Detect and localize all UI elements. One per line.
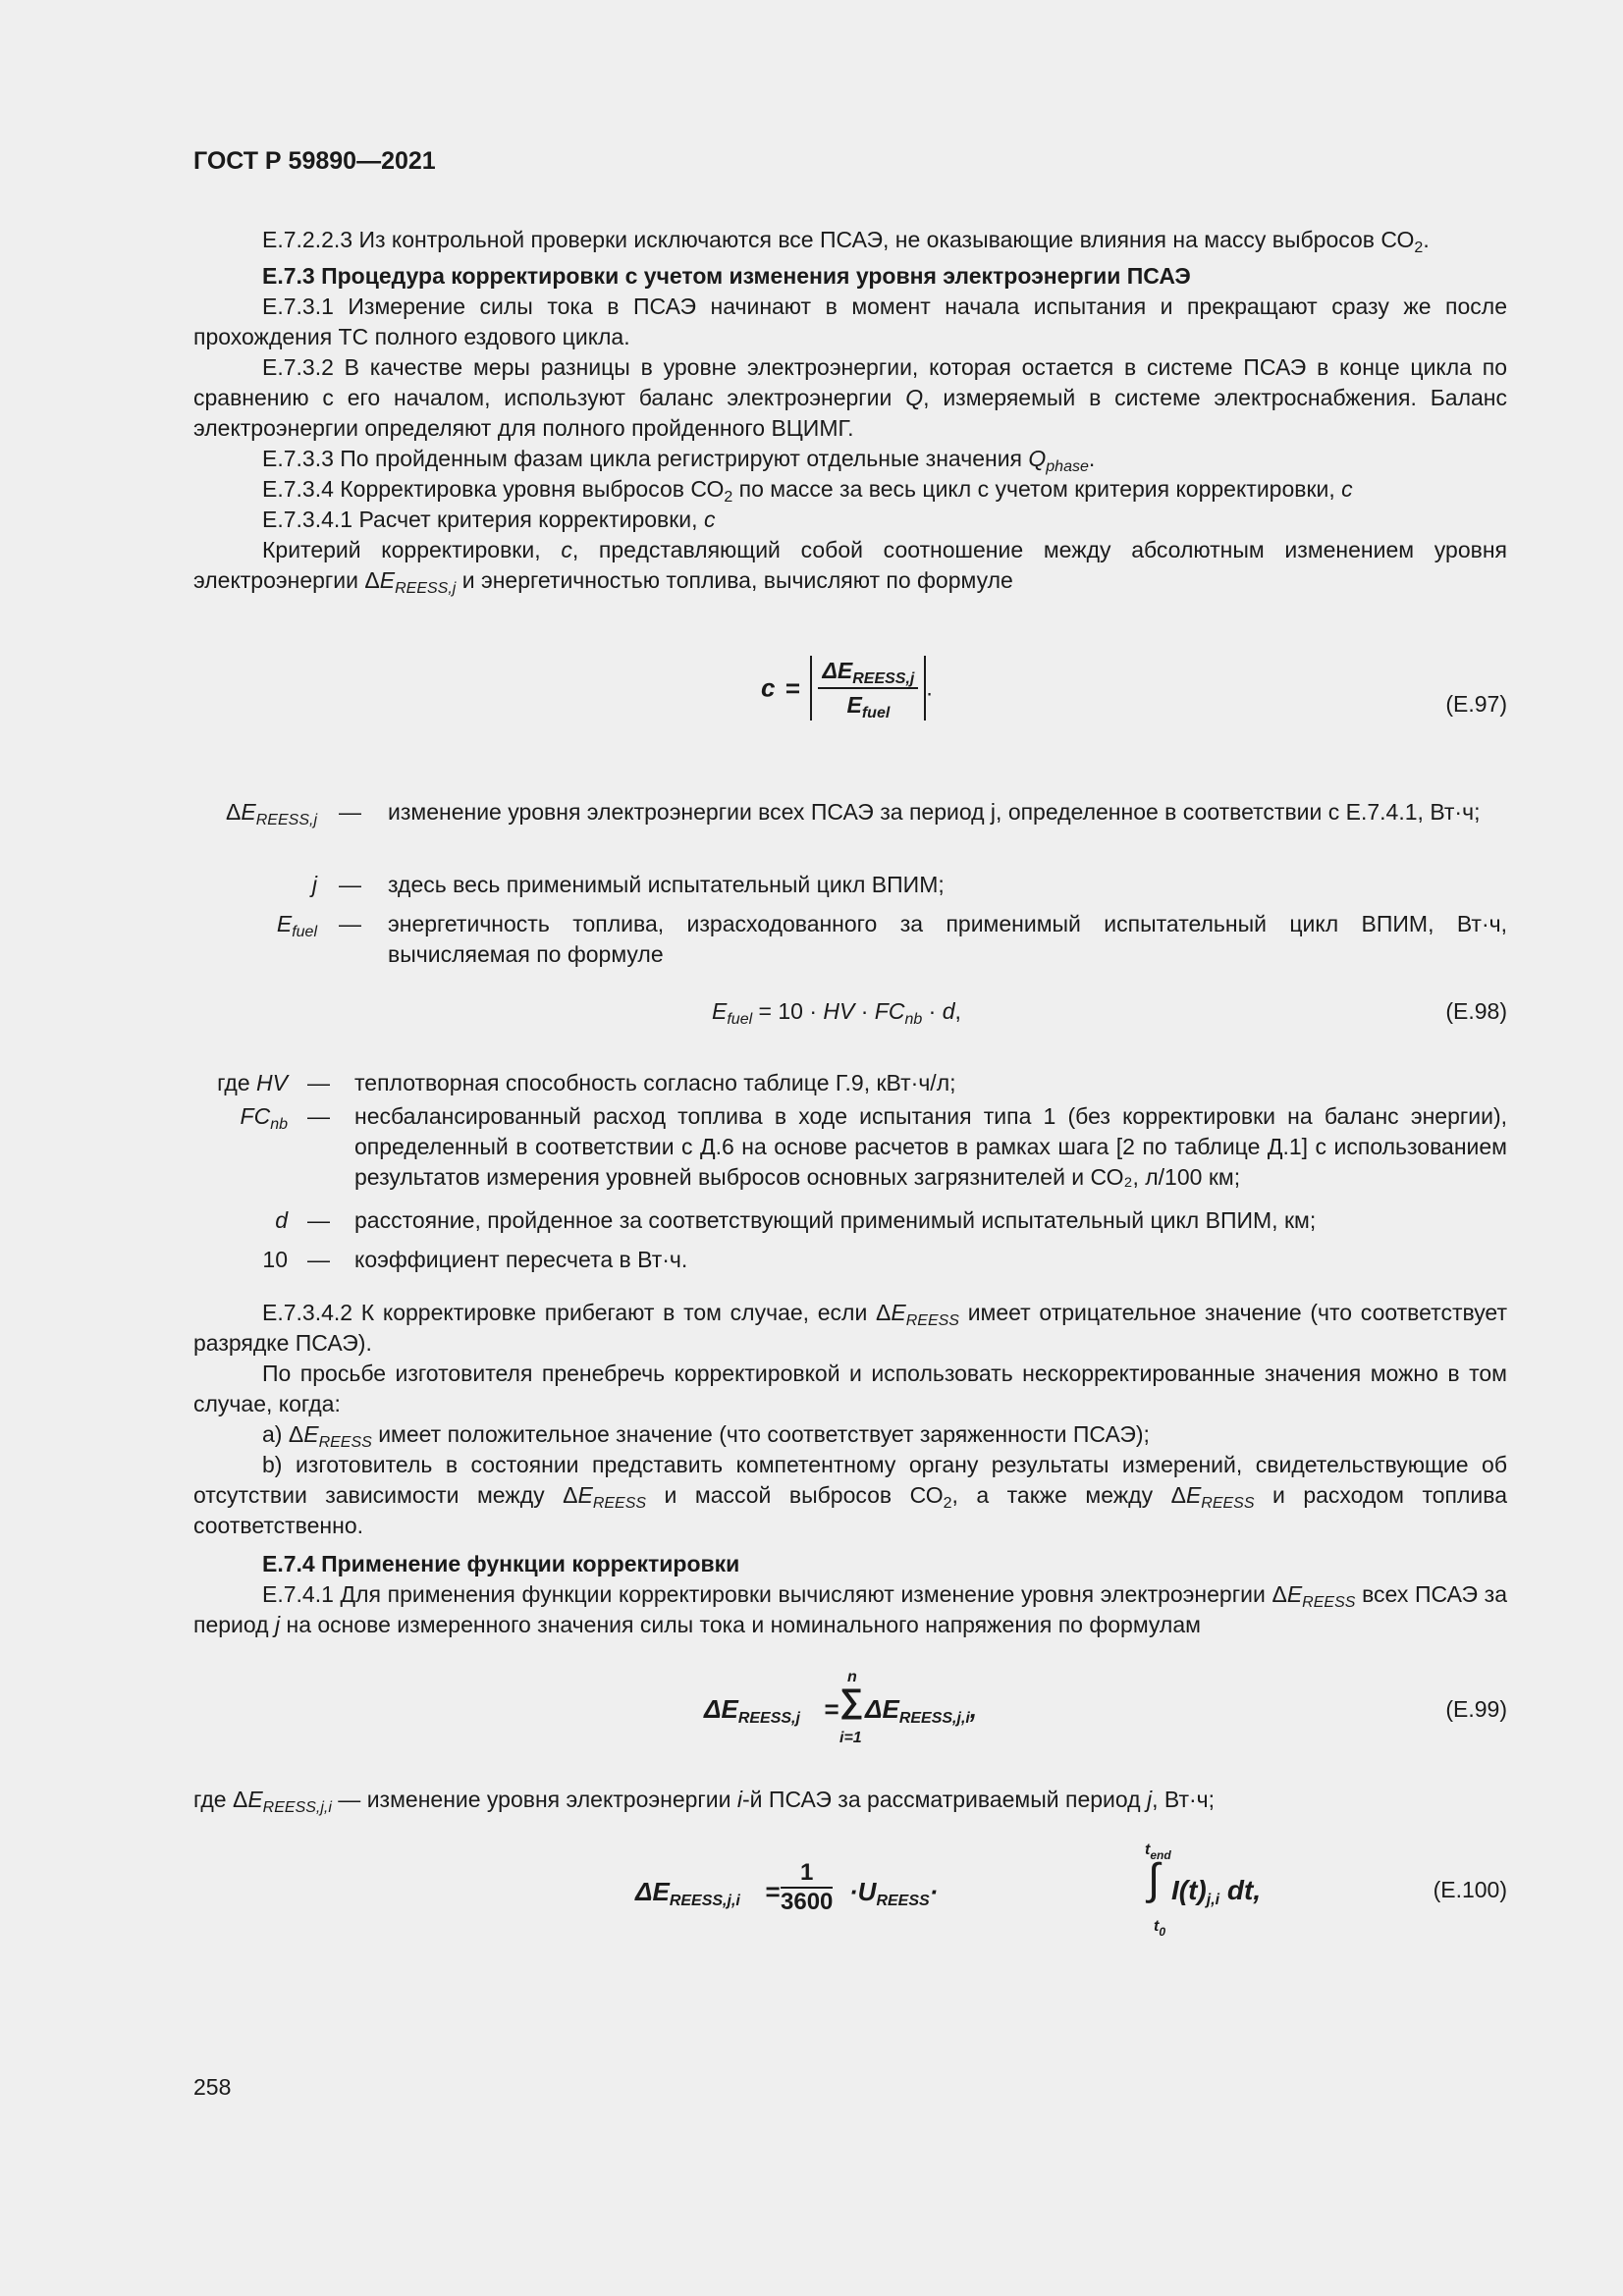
e99-lhs-e: E	[721, 1694, 738, 1724]
e97-num-delta: Δ	[822, 658, 838, 683]
e741-a: Е.7.4.1 Для применения функции корректировки вычисляют изменение уровня электроэнергии Δ	[262, 1581, 1287, 1607]
e100-int-bot	[1154, 1918, 1166, 1939]
e7342-b: имеет отрицательное значение (что соответствует разрядке ПСАЭ).	[193, 1300, 1507, 1356]
e732-q: Q	[905, 385, 924, 410]
e733-sub: phase	[1046, 458, 1089, 475]
e97-lhs: c	[761, 672, 776, 703]
e7342-sub: REESS	[905, 1312, 959, 1329]
p1-text: Е.7.2.2.3 Из контрольной проверки исключаются все ПСАЭ, не оказывающие влияния на массу выбросов СО	[262, 227, 1415, 252]
paragraph-e741	[193, 1579, 1507, 1640]
e100-dot2: ·	[929, 1877, 939, 1906]
legend-symbol-sub: fuel	[292, 924, 317, 940]
e100-dt: dt	[1226, 1875, 1254, 1905]
item-a-a: a) Δ	[262, 1421, 304, 1447]
e732-a: Е.7.3.2 В качестве меры разницы в уровне электроэнергии, которая остается в системе ПСАЭ в конце цикла по сравнению с его началом, используют баланс электроэнергии	[193, 354, 1507, 410]
e733-end: .	[1088, 446, 1096, 471]
e100-int-bot-t: t	[1154, 1918, 1160, 1935]
e100-integral: ∫	[1148, 1855, 1161, 1903]
e100-num: 1	[781, 1859, 833, 1889]
p1-end: .	[1423, 227, 1430, 252]
e99-sum-top: n	[847, 1669, 857, 1685]
item-b-b: и массой выбросов СО	[646, 1482, 944, 1508]
legend-symbol-letter: FC	[240, 1103, 271, 1129]
e100-func: I(t)	[1171, 1875, 1207, 1905]
e99-end: ,	[969, 1694, 978, 1724]
item-b-a: b) изготовитель в состоянии представить компетентному органу результаты измерений, свидетельствующие об отсутствии зависимости между Δ	[193, 1452, 1507, 1508]
e100-u-letter: U	[857, 1877, 877, 1906]
legend-symbol-letter: HV	[256, 1070, 288, 1095]
heading-e74: Е.7.4 Применение функции корректировки	[262, 1551, 740, 1576]
legend-dash: —	[339, 799, 361, 825]
e7342-a: Е.7.3.4.2 К корректировке прибегают в том случае, если Δ	[262, 1300, 892, 1325]
legend-symbol-letter: j	[311, 872, 317, 897]
e733-q: Q	[1028, 446, 1047, 471]
e97-abs	[810, 656, 926, 721]
legend-row	[193, 870, 1507, 909]
paragraph-e7342	[193, 1298, 1507, 1359]
paragraph-e734	[193, 474, 1507, 505]
crit-b: , представляющий собой соотношение между абсолютным изменением уровня электроэнергии Δ	[193, 537, 1507, 593]
item-b-sub3: REESS	[1201, 1495, 1255, 1512]
e100-u	[849, 1877, 938, 1907]
paragraph-e731: Е.7.3.1 Измерение силы тока в ПСАЭ начинают в момент начала испытания и прекращают сразу же после прохождения ТС полного ездового цикла.	[193, 294, 1507, 349]
legend-dash: —	[307, 1247, 330, 1272]
legend-symbol-letter: E	[241, 799, 256, 825]
e98-dot1: ·	[854, 998, 875, 1024]
e100-fraction	[781, 1859, 833, 1916]
e734-c: c	[1341, 476, 1353, 502]
crit-d: и энергетичностью топлива, вычисляют по формуле	[456, 567, 1013, 593]
heading-e73: Е.7.3 Процедура корректировки с учетом изменения уровня электроэнергии ПСАЭ	[262, 263, 1191, 289]
e98-e: E	[712, 998, 728, 1024]
formula-e100	[635, 1838, 1323, 1946]
legend-symbol-letter: d	[275, 1207, 288, 1233]
equation-number-e99: (Е.99)	[1445, 1696, 1507, 1722]
equation-e99	[193, 1669, 1507, 1757]
e99-rhs-sub: REESS,j,i	[898, 1710, 970, 1727]
e741-sub: REESS	[1302, 1594, 1356, 1611]
legend-dash: —	[307, 1207, 330, 1233]
legend-definition: энергетичность топлива, израсходованного за применимый испытательный цикл ВПИМ, Вт·ч, вычисляемая по формуле	[388, 911, 1507, 967]
legend-definition: несбалансированный расход топлива в ходе испытания типа 1 (без корректировки на баланс энергии), определенный в соответствии с Д.6 на основе расчетов в рамках шага [2 по таблице Д.1] с использованием результатов измерения уровней выбросов основных загрязнителей и СО₂, л/100 км;	[354, 1103, 1507, 1190]
paragraph-request: По просьбе изготовителя пренебречь корректировкой и использовать нескорректированные значения можно в том случае, когда:	[193, 1361, 1507, 1416]
e97-den-sub: fuel	[861, 705, 891, 721]
e99-sum-bot: i=1	[839, 1730, 862, 1746]
where99-i: i	[736, 1787, 743, 1812]
e100-u-sub: REESS	[876, 1893, 930, 1909]
e99-lhs	[704, 1694, 800, 1725]
legend-row	[193, 1245, 1507, 1278]
item-b-sub2: 2	[943, 1495, 952, 1512]
paragraph-e7223	[193, 225, 1507, 255]
page-number: 258	[193, 2074, 232, 2100]
equation-number-e97: (Е.97)	[1445, 691, 1507, 717]
where-e99	[193, 1785, 1507, 1815]
paragraph-item-a	[193, 1419, 1507, 1450]
where99-c: -й ПСАЭ за рассматриваемый период	[742, 1787, 1147, 1812]
crit-sub: REESS,j	[395, 580, 457, 597]
where99-b: — изменение уровня электроэнергии	[331, 1787, 737, 1812]
legend-symbol-prefix: 10	[262, 1247, 288, 1272]
e98-fc-sub: nb	[904, 1011, 923, 1028]
legend-symbol-letter: E	[276, 911, 293, 936]
e97-end: .	[926, 674, 933, 701]
e99-rhs-e: E	[882, 1694, 899, 1724]
crit-a: Критерий корректировки,	[262, 537, 562, 562]
where-e99-text	[193, 1785, 1507, 1815]
paragraph-e7341	[193, 505, 1507, 535]
item-b-sub: REESS	[592, 1495, 647, 1512]
item-b-e2: E	[1185, 1482, 1202, 1508]
legend-symbol	[262, 1245, 288, 1275]
legend-symbol	[217, 1068, 288, 1098]
e741-b: всех ПСАЭ за период	[193, 1581, 1507, 1637]
paragraph-e732	[193, 352, 1507, 444]
e97-num-sub: REESS,j	[852, 670, 915, 687]
document-header: ГОСТ Р 59890—2021	[193, 147, 436, 175]
item-a-sub: REESS	[318, 1434, 372, 1451]
legend-definition: теплотворная способность согласно таблице Г.9, кВт·ч/л;	[354, 1070, 956, 1095]
legend-symbol	[275, 1205, 288, 1236]
formula-e98	[712, 998, 961, 1028]
legend-row	[193, 1205, 1507, 1245]
e732-b: , измеряемый в системе электроснабжения. Баланс электроэнергии определяют для полного пройденного ВЦИМГ.	[193, 385, 1507, 441]
e100-integrand	[1171, 1875, 1261, 1906]
legend-symbol-prefix: где	[217, 1070, 257, 1095]
e99-rhs-delta: Δ	[865, 1694, 883, 1724]
legend-e97	[193, 797, 1507, 988]
legend-definition: здесь весь применимый испытательный цикл ВПИМ;	[388, 872, 945, 897]
crit-e: E	[379, 567, 396, 593]
legend-definition: коэффициент пересчета в Вт·ч.	[354, 1247, 688, 1272]
e100-den: 3600	[781, 1889, 834, 1915]
legend-symbol	[226, 797, 317, 828]
e100-lhs-delta: Δ	[635, 1877, 653, 1906]
legend-row	[193, 1068, 1507, 1101]
item-a-b: имеет положительное значение (что соответствует заряженности ПСАЭ);	[371, 1421, 1150, 1447]
e100-func-sub: j,i	[1206, 1892, 1220, 1908]
e100-int-top-sub: end	[1150, 1848, 1171, 1862]
legend-row	[193, 909, 1507, 988]
legend-definition: изменение уровня электроэнергии всех ПСАЭ за период j, определенное в соответствии с Е.7.4.1, Вт·ч;	[388, 799, 1481, 825]
e98-mid: = 10 ·	[752, 998, 824, 1024]
e741-e: E	[1286, 1581, 1303, 1607]
e97-numerator	[818, 658, 918, 689]
e98-hv: HV	[823, 998, 855, 1024]
legend-e98	[193, 1068, 1507, 1278]
section-e72-e73	[193, 225, 1507, 596]
e100-lhs-sub: REESS,j,i	[669, 1893, 740, 1909]
p1-sub: 2	[1414, 240, 1424, 256]
legend-symbol	[312, 870, 317, 900]
e97-num-e: E	[837, 658, 853, 683]
e741-c: на основе измеренного значения силы тока и номинального напряжения по формулам	[280, 1612, 1201, 1637]
e734-a: Е.7.3.4 Корректировка уровня выбросов СО	[262, 476, 725, 502]
formula-e97	[761, 656, 933, 721]
legend-symbol-prefix: Δ	[226, 799, 242, 825]
paragraph-criterion	[193, 535, 1507, 596]
e733-a: Е.7.3.3 По пройденным фазам цикла регистрируют отдельные значения	[262, 446, 1029, 471]
equation-e100	[193, 1838, 1507, 1946]
where99-e: E	[247, 1787, 263, 1812]
item-b-d: и расходом топлива соответственно.	[193, 1482, 1507, 1538]
legend-symbol-sub: nb	[270, 1116, 288, 1133]
e99-rhs	[865, 1694, 977, 1725]
e7342-e: E	[891, 1300, 906, 1325]
item-b-e: E	[577, 1482, 593, 1508]
section-e7342-e741	[193, 1298, 1507, 1640]
where99-j: j	[1147, 1787, 1153, 1812]
e734-b: по массе за весь цикл с учетом критерия корректировки,	[732, 476, 1342, 502]
e99-sum: ∑	[839, 1682, 864, 1720]
equation-number-e98: (Е.98)	[1445, 998, 1507, 1024]
equation-number-e100: (Е.100)	[1433, 1877, 1507, 1902]
e99-lhs-sub: REESS,j	[737, 1710, 800, 1727]
e97-eq: =	[784, 672, 801, 703]
e98-d: d	[942, 998, 955, 1024]
e741-j: j	[274, 1612, 281, 1637]
equation-e97	[193, 656, 1507, 754]
e98-e-sub: fuel	[727, 1011, 753, 1028]
e98-fc: FC	[874, 998, 905, 1024]
paragraph-item-b	[193, 1450, 1507, 1541]
legend-dash: —	[307, 1103, 330, 1129]
e100-end: ,	[1253, 1875, 1262, 1905]
legend-symbol-sub: REESS,j	[255, 812, 317, 828]
legend-dash: —	[307, 1070, 330, 1095]
equation-e98	[193, 998, 1507, 1034]
e100-eq: =	[765, 1877, 781, 1906]
e100-lhs	[635, 1877, 740, 1907]
e100-dot1: ·	[849, 1877, 858, 1906]
legend-dash: —	[339, 872, 361, 897]
legend-symbol	[277, 909, 317, 939]
paragraph-e733	[193, 444, 1507, 474]
e100-int-top-t: t	[1145, 1842, 1151, 1858]
e98-dot2: ·	[922, 998, 943, 1024]
legend-row	[193, 1101, 1507, 1205]
e97-fraction	[818, 658, 918, 719]
item-b-c: , а также между Δ	[951, 1482, 1186, 1508]
e734-sub: 2	[724, 489, 733, 506]
crit-c: c	[561, 537, 572, 562]
where99-sub: REESS,j,i	[262, 1799, 332, 1816]
legend-definition: расстояние, пройденное за соответствующий применимый испытательный цикл ВПИМ, км;	[354, 1207, 1317, 1233]
e97-den-e: E	[846, 692, 862, 718]
e98-end: ,	[954, 998, 961, 1024]
e7341-a: Е.7.3.4.1 Расчет критерия корректировки,	[262, 507, 704, 532]
legend-row	[193, 797, 1507, 870]
e99-eq: =	[824, 1694, 839, 1724]
where99-a: где Δ	[193, 1787, 248, 1812]
e100-lhs-e: E	[652, 1877, 670, 1906]
e99-lhs-delta: Δ	[704, 1694, 722, 1724]
legend-dash: —	[339, 911, 361, 936]
legend-symbol	[241, 1101, 288, 1132]
e100-int-bot-sub: 0	[1159, 1925, 1166, 1939]
where99-d: , Вт·ч;	[1152, 1787, 1216, 1812]
item-a-e: E	[303, 1421, 319, 1447]
e7341-c: c	[703, 507, 716, 532]
e97-denominator	[818, 689, 918, 719]
